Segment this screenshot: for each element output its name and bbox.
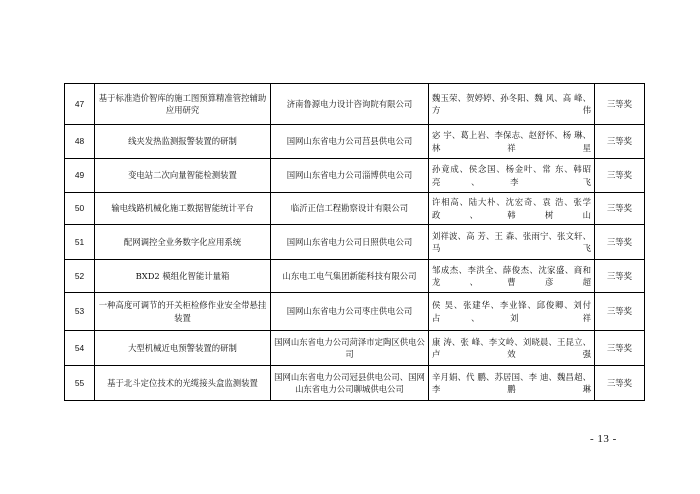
unit-name: 济南鲁源电力设计咨询院有限公司 [271, 84, 429, 125]
award-level: 三等奖 [595, 366, 645, 401]
page-number: - 13 - [590, 433, 617, 445]
table-row [65, 225, 645, 260]
unit-name: 临沂正信工程勘察设计有限公司 [271, 193, 429, 225]
participants: 孙竟成、侯念国、杨金叶、常 东、韩昭亮、李 飞 [429, 159, 595, 193]
row-number: 50 [65, 193, 95, 225]
unit-name: 国网山东省电力公司淄博供电公司 [271, 159, 429, 193]
participants: 康 涛、张 峰、李文岭、刘晓晨、王昆立、卢效强 [429, 331, 595, 366]
award-level: 三等奖 [595, 225, 645, 260]
project-name: 基于北斗定位技术的光缆接头盒监测装置 [95, 366, 271, 401]
table-row [65, 331, 645, 366]
project-name: 线夹发热监测报警装置的研制 [95, 125, 271, 159]
row-number: 51 [65, 225, 95, 260]
award-level: 三等奖 [595, 159, 645, 193]
award-level: 三等奖 [595, 84, 645, 125]
table-row [65, 293, 645, 331]
unit-name: 国网山东省电力公司冠县供电公司、国网山东省电力公司聊城供电公司 [271, 366, 429, 401]
award-level: 三等奖 [595, 125, 645, 159]
participants: 宓 宇、葛上岩、李保志、赵舒怀、杨 琳、林祥星 [429, 125, 595, 159]
table-row [65, 125, 645, 159]
row-number: 52 [65, 260, 95, 293]
project-name: 一种高度可调节的开关柜检修作业安全带悬挂装置 [95, 293, 271, 331]
unit-name: 国网山东省电力公司菏泽市定陶区供电公司 [271, 331, 429, 366]
row-number: 48 [65, 125, 95, 159]
table-row [65, 366, 645, 401]
awards-table [64, 83, 645, 401]
row-number: 49 [65, 159, 95, 193]
participants: 魏玉荣、贺婷婷、孙冬阳、魏 风、高 峰、方 伟 [429, 84, 595, 125]
table-row [65, 260, 645, 293]
participants: 邹成杰、李洪全、薛俊杰、沈家盛、商和龙、曹彦超 [429, 260, 595, 293]
unit-name: 国网山东省电力公司莒县供电公司 [271, 125, 429, 159]
row-number: 47 [65, 84, 95, 125]
award-level: 三等奖 [595, 193, 645, 225]
project-name: 基于标准造价智库的施工图预算精准管控辅助应用研究 [95, 84, 271, 125]
table-row [65, 193, 645, 225]
unit-name: 国网山东省电力公司枣庄供电公司 [271, 293, 429, 331]
unit-name: 国网山东省电力公司日照供电公司 [271, 225, 429, 260]
award-level: 三等奖 [595, 331, 645, 366]
project-name: 配网调控全业务数字化应用系统 [95, 225, 271, 260]
row-number: 54 [65, 331, 95, 366]
award-level: 三等奖 [595, 293, 645, 331]
table-row [65, 84, 645, 125]
table-row [65, 159, 645, 193]
award-level: 三等奖 [595, 260, 645, 293]
project-name: BXD2 模组化智能计量箱 [95, 260, 271, 293]
participants: 侯 昊、张建华、李业锋、邱俊卿、刘付占、刘 祥 [429, 293, 595, 331]
row-number: 55 [65, 366, 95, 401]
project-name: 输电线路机械化施工数据智能统计平台 [95, 193, 271, 225]
unit-name: 山东电工电气集团新能科技有限公司 [271, 260, 429, 293]
participants: 辛月娟、代 鹏、苏居国、李 迪、魏昌超、李鹏琳 [429, 366, 595, 401]
project-name: 变电站二次向量智能检测装置 [95, 159, 271, 193]
project-name: 大型机械近电预警装置的研制 [95, 331, 271, 366]
participants: 刘祥波、高 芳、王 森、张雨宁、张文轩、马 飞 [429, 225, 595, 260]
participants: 许相高、陆大朴、沈宏奇、袁 浩、张学政、韩树山 [429, 193, 595, 225]
row-number: 53 [65, 293, 95, 331]
